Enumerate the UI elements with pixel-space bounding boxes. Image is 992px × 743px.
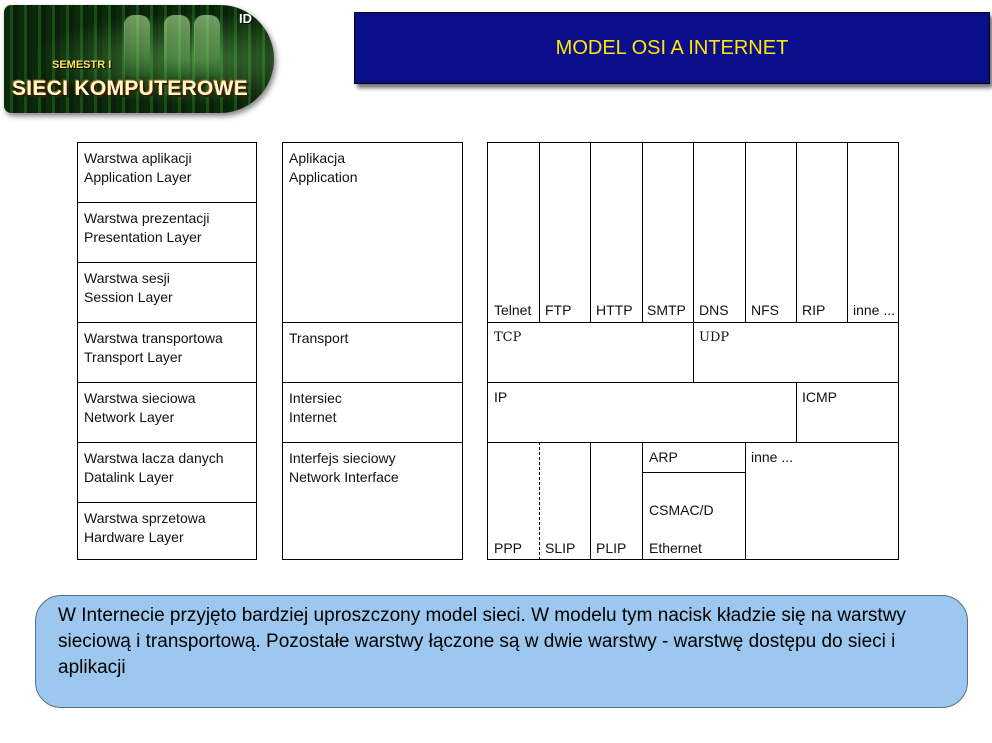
osi-layer-en: Session Layer [84, 289, 173, 305]
internet-layer-en: Internet [289, 409, 337, 425]
osi-layer-cell [77, 442, 257, 503]
osi-layer-cell [77, 202, 257, 263]
internet-layer-pl: Aplikacja [289, 150, 346, 166]
osi-layer-pl: Warstwa prezentacji [84, 210, 210, 226]
grid-line [539, 142, 540, 323]
internet-layer-cell [282, 142, 463, 323]
protocol-label: DNS [699, 302, 729, 318]
osi-layer-en: Transport Layer [84, 349, 183, 365]
course-logo [4, 5, 274, 113]
internet-layer-en: Application [289, 169, 358, 185]
protocol-label: ICMP [802, 389, 837, 405]
osi-layer-en: Presentation Layer [84, 229, 202, 245]
osi-layer-pl: Warstwa transportowa [84, 330, 223, 346]
internet-layer-cell [282, 382, 463, 443]
internet-layer-cell [282, 322, 463, 383]
grid-line [487, 442, 899, 443]
protocol-label: NFS [751, 302, 779, 318]
internet-layer-pl: Transport [289, 330, 349, 346]
grid-line [745, 142, 746, 323]
protocol-label: FTP [545, 302, 572, 318]
grid-line [796, 142, 797, 323]
note-text: W Internecie przyjęto bardziej uproszczony model sieci. W modelu tym nacisk kładzie się na warstwy sieciową i transportową. Pozostałe warstwy łączone są w dwie warstwy - warstwę dostępu do sieci i aplikacji [58, 605, 906, 678]
slide-title: MODEL OSI A INTERNET [555, 36, 789, 59]
protocol-label: HTTP [596, 302, 633, 318]
logo-figure [194, 15, 220, 77]
protocol-label: ARP [649, 449, 678, 465]
protocol-label: RIP [802, 302, 826, 318]
protocol-label: inne ... [853, 302, 896, 318]
logo-semester: SEMESTR I [52, 59, 112, 71]
osi-layer-pl: Warstwa sprzetowa [84, 510, 206, 526]
internet-layer-pl: Intersiec [289, 390, 342, 406]
grid-line [796, 382, 797, 443]
grid-line [642, 142, 643, 323]
grid-line [693, 142, 694, 383]
grid-line [590, 142, 591, 323]
logo-figure [164, 15, 190, 77]
logo-figure [124, 15, 150, 77]
protocol-label: Ethernet [649, 540, 702, 556]
osi-layer-cell [77, 322, 257, 383]
internet-layer-en: Network Interface [289, 469, 399, 485]
osi-layer-en: Hardware Layer [84, 529, 184, 545]
osi-layer-en: Network Layer [84, 409, 175, 425]
osi-layer-pl: Warstwa lacza danych [84, 450, 224, 466]
protocol-label: PPP [494, 540, 523, 556]
protocol-label: UDP [699, 330, 730, 345]
osi-layer-en: Datalink Layer [84, 469, 174, 485]
protocol-label: CSMAC/D [649, 502, 714, 518]
logo-course-name: SIECI KOMPUTEROWE [12, 77, 249, 100]
grid-line [642, 442, 643, 560]
protocol-label: PLIP [596, 540, 627, 556]
internet-layer-pl: Interfejs sieciowy [289, 450, 396, 466]
osi-layer-cell [77, 382, 257, 443]
logo-badge: ID [239, 11, 252, 26]
grid-line [487, 322, 899, 323]
osi-layer-pl: Warstwa aplikacji [84, 150, 192, 166]
grid-line [487, 382, 899, 383]
osi-layer-en: Application Layer [84, 169, 192, 185]
note-callout [35, 595, 968, 708]
osi-layer-pl: Warstwa sieciowa [84, 390, 196, 406]
internet-layer-cell [282, 442, 463, 560]
protocol-label: inne ... [751, 449, 794, 465]
title-banner [354, 12, 990, 84]
protocol-label: Telnet [494, 302, 532, 318]
grid-line [847, 142, 848, 323]
grid-line [745, 442, 746, 560]
osi-layer-cell [77, 142, 257, 203]
osi-layer-pl: Warstwa sesji [84, 270, 170, 286]
osi-layer-cell [77, 262, 257, 323]
grid-line [642, 472, 745, 473]
osi-layer-cell [77, 502, 257, 560]
protocol-label: SMTP [647, 302, 686, 318]
grid-line-dashed [539, 442, 540, 560]
protocol-label: TCP [494, 330, 522, 345]
grid-line [590, 442, 591, 560]
protocol-label: SLIP [545, 540, 576, 556]
protocol-label: IP [494, 389, 508, 405]
